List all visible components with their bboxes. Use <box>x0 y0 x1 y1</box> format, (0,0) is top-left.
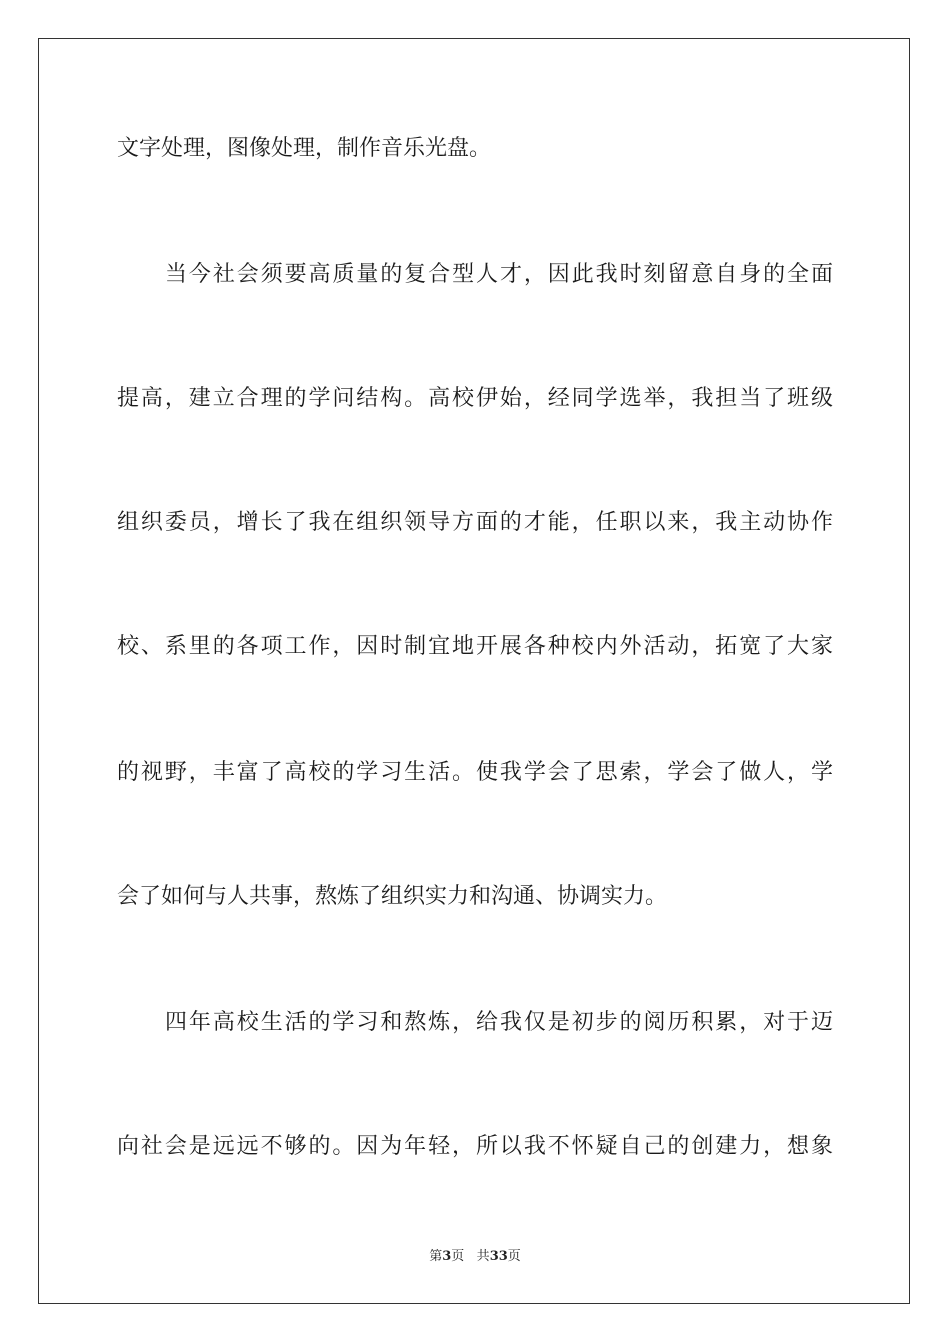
body-line: 提高，建立合理的学问结构。高校伊始，经同学选举，我担当了班级 <box>117 386 833 411</box>
total-pages: 33 <box>489 1249 508 1264</box>
total-suffix: 页 <box>507 1249 521 1264</box>
page-footer <box>0 1248 950 1266</box>
page-suffix: 页 <box>451 1249 465 1264</box>
body-line: 组织委员，增长了我在组织领导方面的才能，任职以来，我主动协作 <box>117 510 833 535</box>
paragraph-first-line: 当今社会须要高质量的复合型人才，因此我时刻留意自身的全面 <box>165 262 833 287</box>
body-line: 校、系里的各项工作，因时制宜地开展各种校内外活动，拓宽了大家 <box>117 634 833 659</box>
total-prefix: 共 <box>476 1249 490 1264</box>
page-number: 3 <box>442 1249 452 1264</box>
paragraph-first-line: 四年高校生活的学习和熬炼，给我仅是初步的阅历积累，对于迈 <box>165 1010 833 1035</box>
body-line: 的视野，丰富了高校的学习生活。使我学会了思索，学会了做人，学 <box>117 760 833 785</box>
page-prefix: 第 <box>429 1249 443 1264</box>
body-line: 文字处理，图像处理，制作音乐光盘。 <box>117 136 492 161</box>
page-border <box>38 38 910 1304</box>
body-line: 会了如何与人共事，熬炼了组织实力和沟通、协调实力。 <box>117 884 668 909</box>
body-line: 向社会是远远不够的。因为年轻，所以我不怀疑自己的创建力，想象 <box>117 1134 833 1159</box>
